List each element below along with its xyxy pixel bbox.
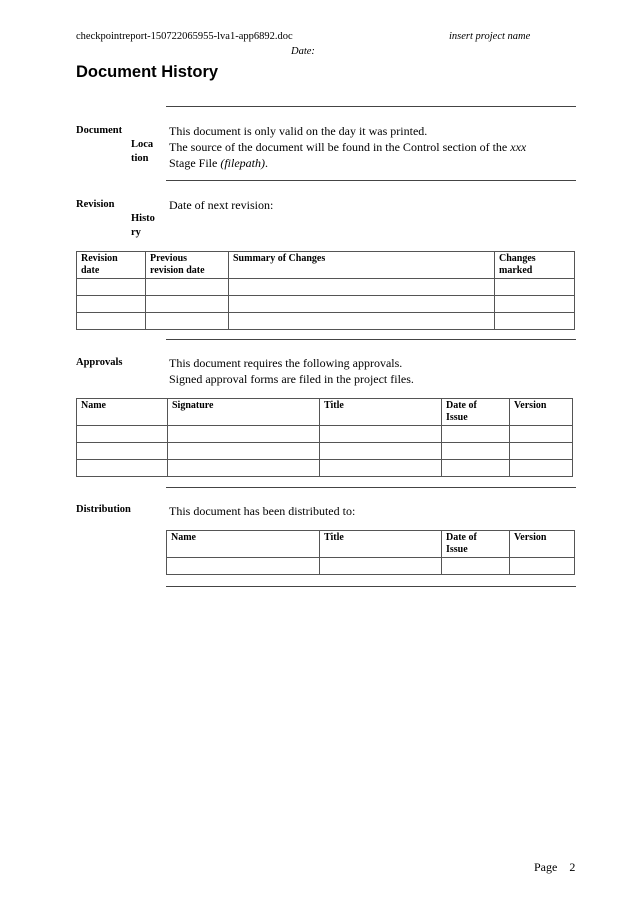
table-header-row: [77, 252, 575, 279]
table-cell[interactable]: [510, 460, 573, 477]
table-cell[interactable]: [442, 443, 510, 460]
distribution-label: Distribution: [76, 504, 131, 515]
table-row: [77, 279, 575, 296]
table-cell[interactable]: [168, 460, 320, 477]
table-cell[interactable]: [495, 313, 575, 330]
table-cell[interactable]: [77, 313, 146, 330]
table-cell[interactable]: [229, 313, 495, 330]
distribution-table: [166, 530, 575, 575]
document-location-label: Document Loca tion: [76, 125, 154, 164]
revision-history-table: [76, 251, 575, 330]
table-cell[interactable]: [77, 426, 168, 443]
table-cell[interactable]: [146, 279, 229, 296]
table-cell[interactable]: [77, 296, 146, 313]
table-cell[interactable]: [510, 443, 573, 460]
table-cell[interactable]: [320, 426, 442, 443]
section-divider: [166, 487, 576, 488]
column-header-previous-revision-date: Previous revision date: [146, 252, 229, 279]
section-divider: [166, 586, 576, 587]
header-filename: checkpointreport-150722065955-lva1-app6892.doc: [76, 31, 293, 42]
table-row: [167, 558, 575, 575]
header-project-name: insert project name: [449, 31, 531, 42]
table-cell[interactable]: [77, 443, 168, 460]
table-cell[interactable]: [229, 296, 495, 313]
table-cell[interactable]: [320, 558, 442, 575]
column-header-name: Name: [167, 531, 320, 558]
table-cell[interactable]: [442, 460, 510, 477]
table-row: [77, 426, 573, 443]
distribution-text: This document has been distributed to:: [169, 504, 356, 518]
table-cell[interactable]: [168, 443, 320, 460]
section-divider: [166, 106, 576, 107]
table-cell[interactable]: [77, 279, 146, 296]
table-cell[interactable]: [510, 426, 573, 443]
table-cell[interactable]: [167, 558, 320, 575]
table-cell[interactable]: [495, 279, 575, 296]
page-title: Document History: [76, 63, 219, 81]
approvals-table: [76, 398, 573, 477]
table-header-row: [77, 399, 573, 426]
table-cell[interactable]: [320, 443, 442, 460]
document-location-text: This document is only valid on the day it was printed. The source of the document will be found in the Control section of the xxx Stage File (filepath).: [169, 124, 527, 170]
table-cell[interactable]: [77, 460, 168, 477]
table-cell[interactable]: [229, 279, 495, 296]
section-divider: [166, 339, 576, 340]
page-number: Page 2: [534, 860, 576, 874]
column-header-signature: Signature: [168, 399, 320, 426]
column-header-revision-date: Revision date: [77, 252, 146, 279]
table-cell[interactable]: [442, 426, 510, 443]
column-header-summary-of-changes: Summary of Changes: [229, 252, 495, 279]
column-header-title: Title: [320, 531, 442, 558]
header-date-label: Date:: [291, 46, 315, 57]
table-cell[interactable]: [442, 558, 510, 575]
next-revision-text: Date of next revision:: [169, 198, 274, 212]
approvals-text: This document requires the following approvals. Signed approval forms are filed in the project files.: [169, 356, 414, 386]
approvals-label: Approvals: [76, 357, 123, 368]
column-header-title: Title: [320, 399, 442, 426]
table-cell[interactable]: [168, 426, 320, 443]
table-row: [77, 313, 575, 330]
column-header-changes-marked: Changes marked: [495, 252, 575, 279]
column-header-date-of-issue: Date of Issue: [442, 399, 510, 426]
revision-history-label: Revision Histo ry: [76, 199, 155, 238]
table-cell[interactable]: [510, 558, 575, 575]
table-row: [77, 443, 573, 460]
table-row: [77, 296, 575, 313]
table-row: [77, 460, 573, 477]
column-header-date-of-issue: Date of Issue: [442, 531, 510, 558]
column-header-version: Version: [510, 531, 575, 558]
column-header-version: Version: [510, 399, 573, 426]
table-cell[interactable]: [146, 313, 229, 330]
section-divider: [166, 180, 576, 181]
table-header-row: [167, 531, 575, 558]
table-cell[interactable]: [320, 460, 442, 477]
table-cell[interactable]: [495, 296, 575, 313]
column-header-name: Name: [77, 399, 168, 426]
table-cell[interactable]: [146, 296, 229, 313]
